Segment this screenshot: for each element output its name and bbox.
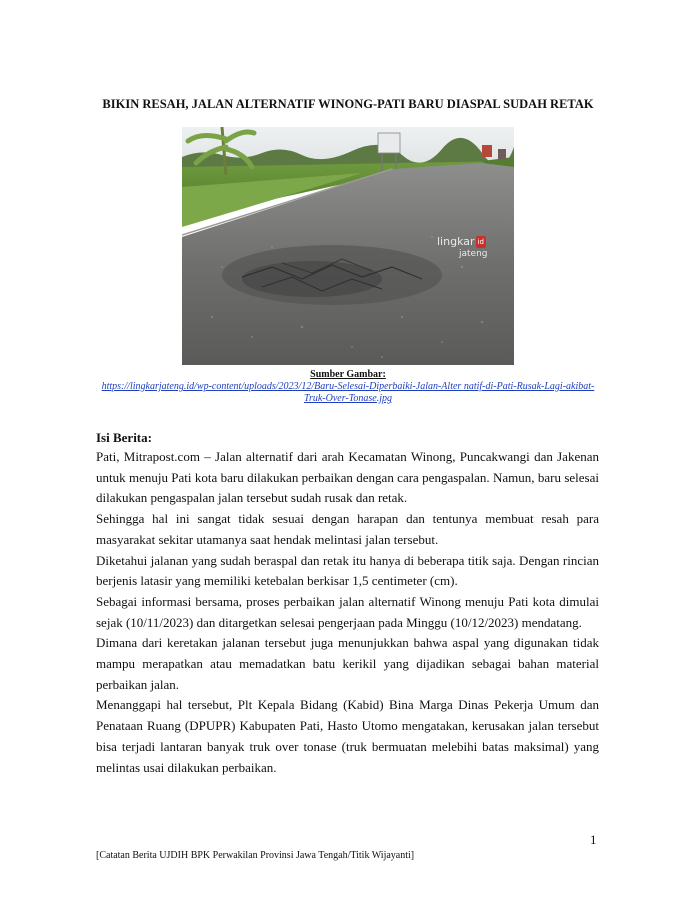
watermark-brand: lingkar (437, 235, 475, 248)
image-caption (100, 369, 596, 405)
paragraph: Menanggapi hal tersebut, Plt Kepala Bidang (Kabid) Bina Marga Dinas Pekerja Umum dan Penataan Ruang (DPUPR) Kabupaten Pati, Hasto Utomo mengatakan, kerusakan jalan tersebut bisa terjadi lantaran banyak truk over tonase (truk bermuatan melebihi batas maksimal) yang melintas usai dilakukan perbaikan. (96, 697, 599, 775)
paragraph: Dimana dari keretakan jalanan tersebut juga menunjukkan bahwa aspal yang digunakan tidak mampu merapatkan atau memadatkan batu kerikil yang dijadikan sebagai bahan material perbaikan jalan. (96, 635, 599, 692)
paragraph: Pati, Mitrapost.com – Jalan alternatif dari arah Kecamatan Winong, Puncakwangi dan Jakenan untuk menuju Pati kota baru dilakukan perbaikan dengan cara pengaspalan. Namun, baru selesai dilakukan pengaspalan jalan tersebut sudah rusak dan retak. (96, 449, 599, 506)
caption-label: Sumber Gambar: (310, 369, 386, 380)
paragraph: Sebagai informasi bersama, proses perbaikan jalan alternatif Winong menuju Pati kota dimulai sejak (10/11/2023) dan ditargetkan selesai pengerjaan pada Minggu (10/12/2023) mendatang. (96, 593, 599, 630)
paragraph: Sehingga hal ini sangat tidak sesuai dengan harapan dan tentunya membuat resah para masyarakat sekitar utamanya saat hendak melintasi jalan tersebut. (96, 511, 599, 547)
source-link[interactable] (102, 381, 595, 404)
source-link-part1[interactable]: https://lingkarjateng.id/wp-content/uploads/2023/12/Baru-Selesai-Diperbaiki-Jalan-Alter (101, 381, 462, 392)
page-title: BIKIN RESAH, JALAN ALTERNATIF WINONG-PATI BARU DIASPAL SUDAH RETAK (102, 97, 594, 111)
news-photo (182, 127, 514, 365)
source-link-part2[interactable]: natif-di-Pati-Rusak-Lagi-akibat-Truk-Over-Tonase.jpg (303, 381, 595, 404)
section-heading: Isi Berita: (96, 430, 152, 445)
watermark-badge: id (477, 238, 484, 246)
page-footer: [Catatan Berita UJDIH BPK Perwakilan Provinsi Jawa Tengah/Titik Wijayanti] (96, 850, 415, 861)
article-body (96, 447, 599, 778)
watermark-sub: jateng (459, 249, 488, 259)
photo-watermark (437, 236, 488, 260)
paragraph: Diketahui jalanan yang sudah beraspal dan retak itu hanya di beberapa titik saja. Dengan rincian berjenis latasir yang memiliki ketebalan berkisar 1,5 centimeter (cm). (96, 552, 599, 589)
page-number: 1 (590, 832, 597, 847)
